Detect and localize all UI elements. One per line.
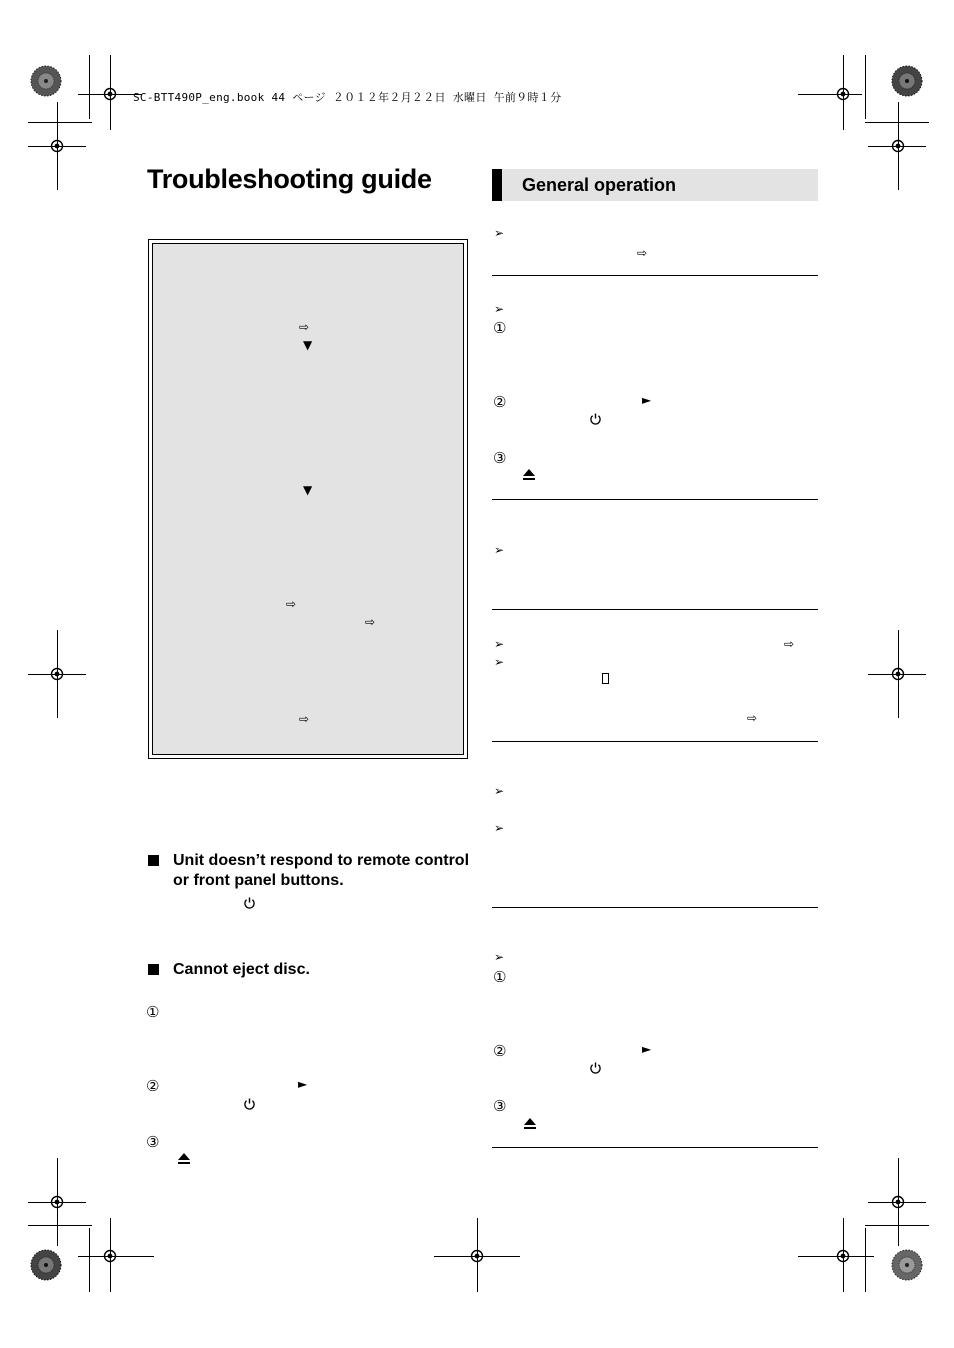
step-3-marker: ③ bbox=[493, 1097, 507, 1115]
crop-line bbox=[89, 1228, 90, 1292]
registration-target-icon bbox=[50, 1195, 64, 1209]
heading-cannot-eject-disc: Cannot eject disc. bbox=[173, 961, 310, 978]
color-rosette-icon bbox=[891, 1249, 923, 1281]
placeholder-box-icon bbox=[602, 673, 609, 684]
step-3-marker: ③ bbox=[146, 1133, 160, 1151]
power-icon bbox=[243, 896, 256, 910]
heading-square-icon bbox=[148, 855, 159, 866]
eject-icon bbox=[522, 468, 536, 481]
registration-target-icon bbox=[103, 87, 117, 101]
divider bbox=[492, 275, 818, 276]
bullet-icon: ➢ bbox=[494, 226, 505, 240]
bullet-icon: ➢ bbox=[494, 302, 505, 316]
registration-target-icon bbox=[470, 1249, 484, 1263]
step-3-marker: ③ bbox=[493, 449, 507, 467]
down-triangle-icon: ▼ bbox=[303, 338, 313, 352]
divider bbox=[492, 907, 818, 908]
crop-line bbox=[865, 55, 866, 119]
step-2-marker: ② bbox=[146, 1077, 160, 1095]
arrow-icon: ⇨ bbox=[299, 712, 310, 726]
eject-icon bbox=[523, 1117, 537, 1130]
section-heading-bar bbox=[492, 169, 502, 201]
divider bbox=[492, 609, 818, 610]
bullet-icon: ➢ bbox=[494, 637, 505, 651]
power-icon bbox=[589, 1061, 602, 1075]
crop-line bbox=[28, 122, 92, 123]
heading-unit-not-responding: Unit doesn’t respond to remote control or front panel buttons. bbox=[173, 852, 470, 889]
bullet-icon: ➢ bbox=[494, 543, 505, 557]
color-rosette-icon bbox=[30, 1249, 62, 1281]
registration-target-icon bbox=[836, 1249, 850, 1263]
crop-line bbox=[28, 1225, 92, 1226]
arrow-icon: ⇨ bbox=[365, 615, 376, 629]
play-icon: ► bbox=[642, 1042, 652, 1056]
registration-target-icon bbox=[50, 667, 64, 681]
registration-target-icon bbox=[891, 667, 905, 681]
crop-line bbox=[865, 122, 929, 123]
section-heading-text: General operation bbox=[522, 175, 677, 195]
power-icon bbox=[589, 412, 602, 426]
color-rosette-icon bbox=[891, 65, 923, 97]
arrow-icon: ⇨ bbox=[637, 246, 648, 260]
registration-target-icon bbox=[50, 139, 64, 153]
crop-line bbox=[89, 55, 90, 119]
print-info-header: SC-BTT490P_eng.book 44 ページ ２０１２年２月２２日 水曜日 午前９時１分 bbox=[133, 91, 562, 104]
bullet-icon: ➢ bbox=[494, 655, 505, 669]
play-icon: ► bbox=[642, 393, 652, 407]
power-icon bbox=[243, 1097, 256, 1111]
arrow-icon: ⇨ bbox=[784, 637, 795, 651]
step-1-marker: ① bbox=[146, 1003, 160, 1021]
step-2-marker: ② bbox=[493, 1042, 507, 1060]
registration-target-icon bbox=[103, 1249, 117, 1263]
bullet-icon: ➢ bbox=[494, 821, 505, 835]
divider bbox=[492, 499, 818, 500]
crop-line bbox=[798, 94, 862, 95]
divider bbox=[492, 1147, 818, 1148]
step-1-marker: ① bbox=[493, 319, 507, 337]
divider bbox=[492, 741, 818, 742]
bullet-icon: ➢ bbox=[494, 950, 505, 964]
registration-target-icon bbox=[891, 139, 905, 153]
step-2-marker: ② bbox=[493, 393, 507, 411]
registration-target-icon bbox=[836, 87, 850, 101]
step-1-marker: ① bbox=[493, 968, 507, 986]
arrow-icon: ⇨ bbox=[299, 320, 310, 334]
down-triangle-icon: ▼ bbox=[303, 483, 313, 497]
play-icon: ► bbox=[298, 1077, 308, 1091]
bullet-icon: ➢ bbox=[494, 784, 505, 798]
crop-line bbox=[865, 1225, 929, 1226]
arrow-icon: ⇨ bbox=[286, 597, 297, 611]
arrow-icon: ⇨ bbox=[747, 711, 758, 725]
section-heading-general-operation bbox=[492, 169, 818, 201]
eject-icon bbox=[177, 1152, 191, 1165]
registration-target-icon bbox=[891, 1195, 905, 1209]
color-rosette-icon bbox=[30, 65, 62, 97]
heading-square-icon bbox=[148, 964, 159, 975]
page-title: Troubleshooting guide bbox=[147, 164, 432, 194]
crop-line bbox=[865, 1228, 866, 1292]
